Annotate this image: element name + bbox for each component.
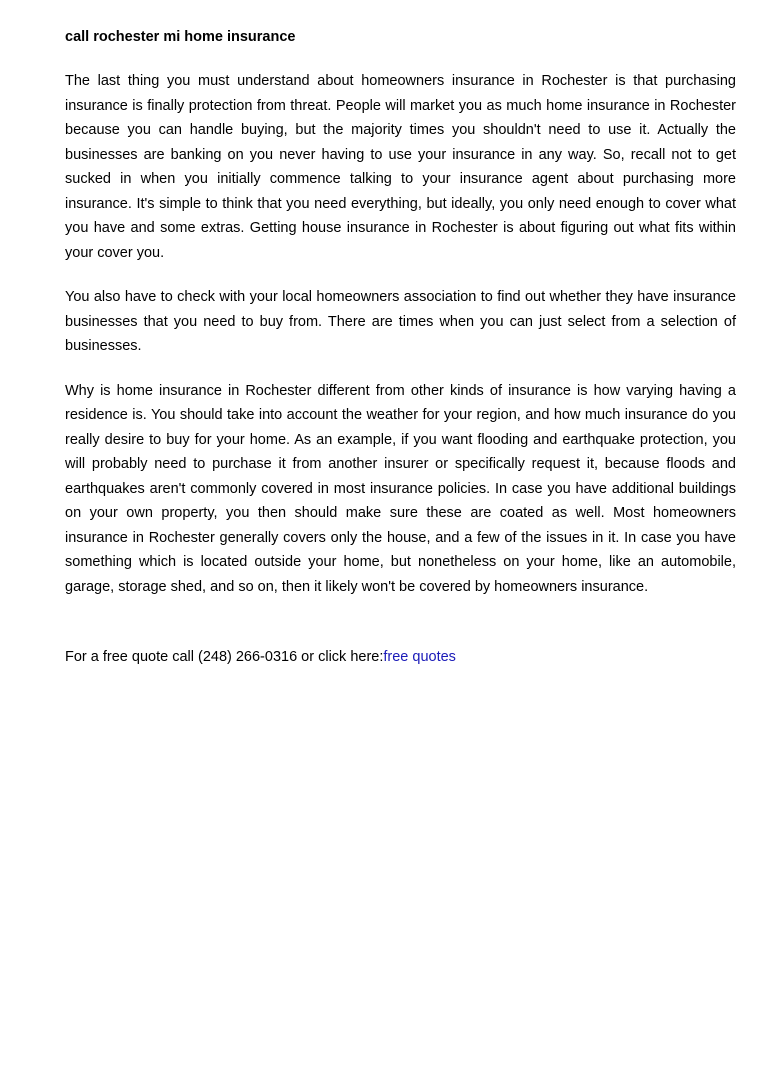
free-quote-line bbox=[65, 645, 736, 670]
document-title: call rochester mi home insurance bbox=[65, 29, 296, 45]
free-quote-text: For a free quote call (248) 266-0316 or click here: bbox=[65, 649, 384, 665]
paragraph-2: You also have to check with your local homeowners association to find out whether they have insurance businesses that you need to buy from. There are times when you can just select from a selection of businesses. bbox=[65, 289, 736, 354]
free-quotes-link[interactable]: free quotes bbox=[383, 649, 456, 665]
paragraph-1: The last thing you must understand about homeowners insurance in Rochester is that purchasing insurance is finally protection from threat. People will market you as much home insurance in Rochester because you can handle buying, but the majority times you shouldn't need to use it. Actually the businesses are banking on you never having to use your insurance in any way. So, recall not to get sucked in when you initially commence talking to your insurance agent about purchasing more insurance. It's simple to think that you need everything, but ideally, you only need enough to cover what you have and some extras. Getting house insurance in Rochester is about figuring out what fits within your cover you. bbox=[65, 73, 736, 261]
document-page bbox=[65, 27, 736, 670]
paragraph-3: Why is home insurance in Rochester different from other kinds of insurance is how varying having a residence is. You should take into account the weather for your region, and how much insurance do you really desire to buy for your home. As an example, if you want flooding and earthquake protection, you will probably need to purchase it from another insurer or specifically request it, because floods and earthquakes aren't commonly covered in most insurance policies. In case you have additional buildings on your own property, you then should make sure these are coated as well. Most homeowners insurance in Rochester generally covers only the house, and a few of the issues in it. In case you have something which is located outside your home, but nonetheless on your home, like an automobile, garage, storage shed, and so on, then it likely won't be covered by homeowners insurance. bbox=[65, 382, 736, 595]
